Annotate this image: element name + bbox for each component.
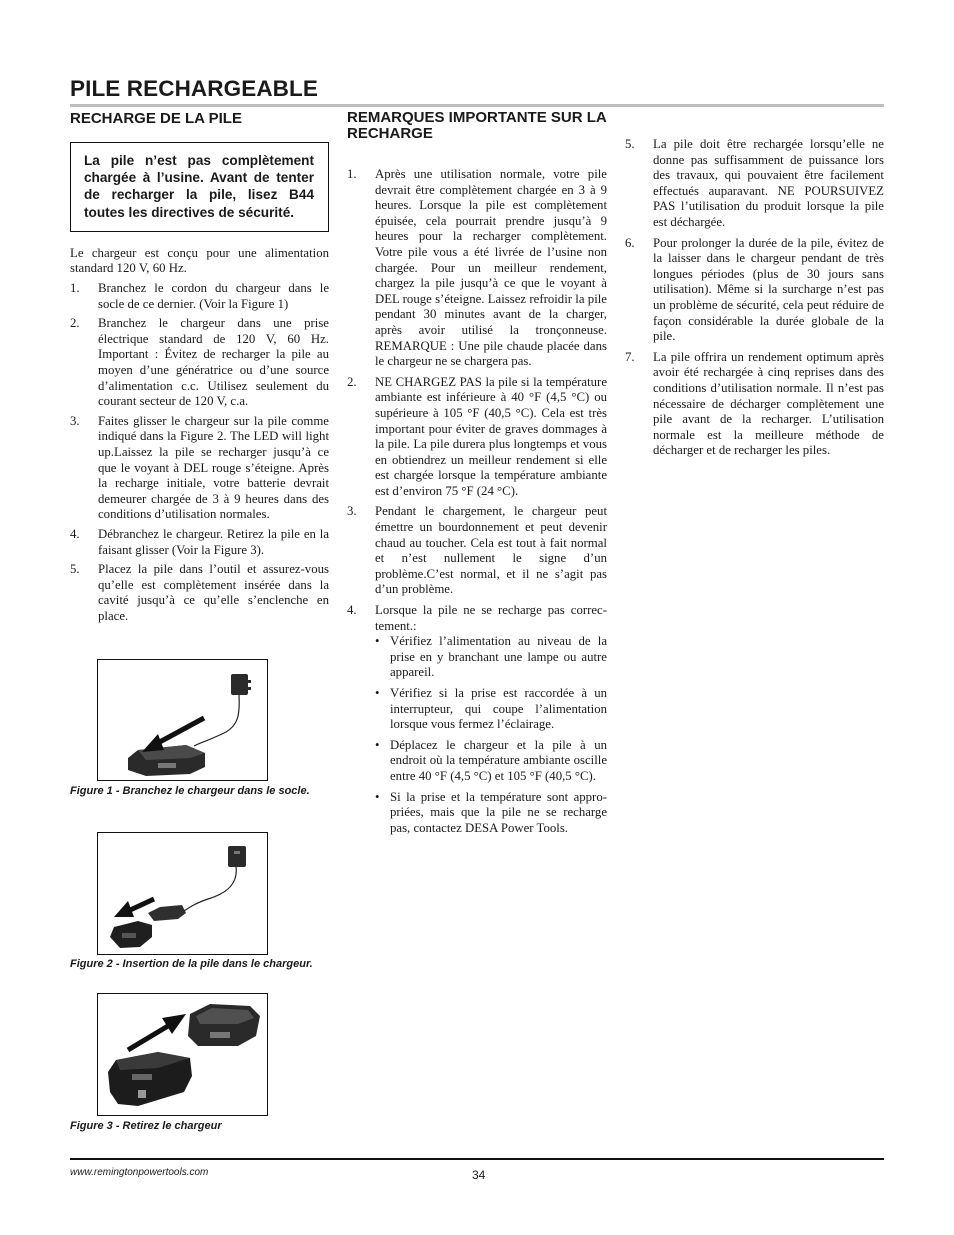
list-item — [625, 137, 884, 231]
section-heading-remarques: REMARQUES IMPORTANTE SUR LA RECHARGE — [347, 109, 607, 142]
item-number: 3. — [347, 504, 357, 519]
bullet-symbol: • — [375, 789, 380, 804]
arrow-icon — [128, 899, 154, 911]
intro-paragraph: Le chargeur est conçu pour une alimentation standard 120 V, 60 Hz. — [70, 245, 329, 276]
list-item — [625, 236, 884, 345]
bullet-text: Si la prise et la température sont appropriées, mais que la pile ne se recharge pas, contactez DESA Power Tools. — [390, 789, 607, 835]
charger-base — [148, 905, 186, 921]
figure-3-caption: Figure 3 - Retirez le chargeur — [70, 1120, 222, 1132]
list-item — [70, 281, 329, 312]
list-item — [347, 504, 607, 598]
bullet-item — [375, 686, 607, 733]
item-number: 7. — [625, 349, 635, 364]
list-item — [347, 603, 607, 836]
item-number: 4. — [70, 526, 80, 541]
list-item — [347, 167, 607, 370]
item-number: 2. — [70, 316, 80, 331]
list-item — [70, 527, 329, 558]
figure-2-caption: Figure 2 - Insertion de la pile dans le chargeur. — [70, 958, 313, 970]
title-rule — [70, 104, 884, 107]
bullet-text: Vérifiez si la prise est raccordée à un interrupteur, qui coupe l’alimentation lorsque vous fermez l’éclairage. — [390, 686, 607, 732]
figure-2-battery-insert — [97, 832, 268, 955]
arrow-icon — [156, 718, 204, 744]
footer-url[interactable]: www.remingtonpowertools.com — [70, 1167, 209, 1178]
figure-1-charger-plug — [97, 659, 268, 781]
list-item — [70, 316, 329, 410]
item-number: 1. — [347, 167, 357, 181]
list-item — [70, 414, 329, 523]
item-number: 3. — [70, 413, 80, 428]
list-item — [70, 562, 329, 624]
bullet-item — [375, 634, 607, 681]
item-text: Débranchez le chargeur. Retirez la pile en la faisant glisser (Voir la Figure 3). — [98, 526, 329, 557]
item-text: Branchez le cordon du chargeur dans le socle de ce dernier. (Voir la Figure 1) — [98, 281, 329, 311]
bullet-item — [375, 738, 607, 785]
item-text: Pour prolonger la durée de la pile, évitez de la laisser dans le chargeur pendant de très longues périodes (plus de 30 jours sans utilisation). Même si la surcharge n’est pas un problème de sécurité, cela peut réduire de façon considérable la durée globale de la pile. — [653, 235, 884, 344]
bullet-item — [375, 790, 607, 837]
footer-rule — [70, 1158, 884, 1160]
power-cord — [184, 867, 236, 911]
remarques-list — [347, 167, 607, 836]
item-text: Après une utilisation normale, votre pile devrait être complètement chargée en 3 à 9 heures. Lorsque la pile est complètement épuisée, cela pourrait prendre jusqu’à 9 heures pour la recharger complètement. Votre pile vous a été livrée de l’usine non chargée. Pour un meilleur rendement, chargez la pile jusqu’à ce que le voyant à DEL rouge s’éteigne. Laissez refroidir la pile pendant 30 minutes avant de la charger, après avoir utilisé la tronçonneuse. REMARQUE : Une pile chaude placée dans le chargeur ne se chargera pas. — [375, 167, 607, 369]
bullet-symbol: • — [375, 634, 380, 649]
item-text: Faites glisser le chargeur sur la pile comme indiqué dans la Figure 2. The LED will light up.Laissez la pile se recharger jusqu’à ce que le voyant à DEL rouge s’éteigne. Après la recharge initiale, votre batterie devrait demeurer chargée de 3 à 9 heures dans des conditions d’utilisation normales. — [98, 413, 329, 522]
remarques-list-continued — [625, 137, 884, 459]
item-text: Lorsque la pile ne se recharge pas correctement.: — [375, 603, 607, 633]
troubleshoot-bullets — [375, 634, 607, 836]
list-item — [347, 375, 607, 500]
warning-box: La pile n’est pas complètement chargée à l’usine. Avant de tenter de recharger la pile, lisez B44 toutes les directives de sécurité. — [70, 142, 329, 232]
item-number: 2. — [347, 374, 357, 389]
section-heading-recharge: RECHARGE DE LA PILE — [70, 110, 242, 127]
wall-plug-icon — [228, 846, 246, 867]
figure-1-caption: Figure 1 - Branchez le chargeur dans le socle. — [70, 785, 310, 797]
bullet-text: Vérifiez l’alimentation au niveau de la prise en y branchant une lampe ou autre appareil. — [390, 634, 607, 680]
list-item — [625, 350, 884, 459]
item-text: La pile offrira un rendement optimum après avoir été rechargée à cinq reprises dans des conditions d’utilisation normale. Il n’est pas nécessaire de décharger complètement une pile avant de la recharger. L’utilisation normale est la meilleure méthode de décharger et de recharger les piles. — [653, 349, 884, 458]
bullet-text: Déplacez le chargeur et la pile à un endroit où la température ambiante oscille entre 40 °F (4,5 °C) et 105 °F (40,5 °C). — [390, 737, 607, 783]
bullet-symbol: • — [375, 686, 380, 700]
column-recharge — [70, 110, 329, 628]
page-title: PILE RECHARGEABLE — [70, 76, 318, 101]
column-remarques-continued — [625, 110, 884, 464]
arrow-icon — [128, 1026, 168, 1050]
item-number: 6. — [625, 235, 635, 250]
item-number: 4. — [347, 603, 357, 618]
page-number: 34 — [472, 1168, 486, 1182]
item-number: 5. — [70, 562, 80, 577]
item-text: Pendant le chargement, le chargeur peut émettre un bourdonnement et peut devenir chaud au toucher. Cela est tout à fait normal et n’est nullement le signe d’un problème.C’est normal, et il ne s’agit pas d’un problème. — [375, 504, 607, 597]
item-number: 1. — [70, 281, 80, 295]
item-text: Branchez le chargeur dans une prise électrique standard de 120 V, 60 Hz. Important : Évitez de recharger la pile au moyen d’une génératrice ou d’une source d’alimentation c.c. Utilisez seulement du courant secteur de 120 V, c.a. — [98, 316, 329, 409]
item-text: NE CHARGEZ PAS la pile si la température ambiante est inférieure à 40 °F (4,5 °C) ou supérieure à 105 °F (40,5 °C). Cela est très important pour éviter de graves dommages à la pile. La pile durera plus longtemps et vous en obtiendrez un meilleur rendement si elle est chargée lorsque la température ambiante est d’environ 75 °F (24 °C). — [375, 374, 607, 498]
recharge-steps — [70, 281, 329, 624]
item-text: La pile doit être rechargée lorsqu’elle ne donne pas suffisamment de puissance lors des travaux, qui pouvaient être facilement effectués auparavant. NE POURSUIVEZ PAS l’utilisation du produit lorsque la pile est déchargée. — [653, 137, 884, 229]
wall-plug-icon — [231, 674, 248, 695]
column-remarques — [347, 110, 607, 841]
item-number: 5. — [625, 137, 635, 151]
item-text: Placez la pile dans l’outil et assurez-vous qu’elle est complètement insérée dans la cavité jusqu’à ce qu’elle s’enclenche en place. — [98, 562, 329, 623]
figure-3-remove-charger — [97, 993, 268, 1116]
bullet-symbol: • — [375, 737, 380, 752]
